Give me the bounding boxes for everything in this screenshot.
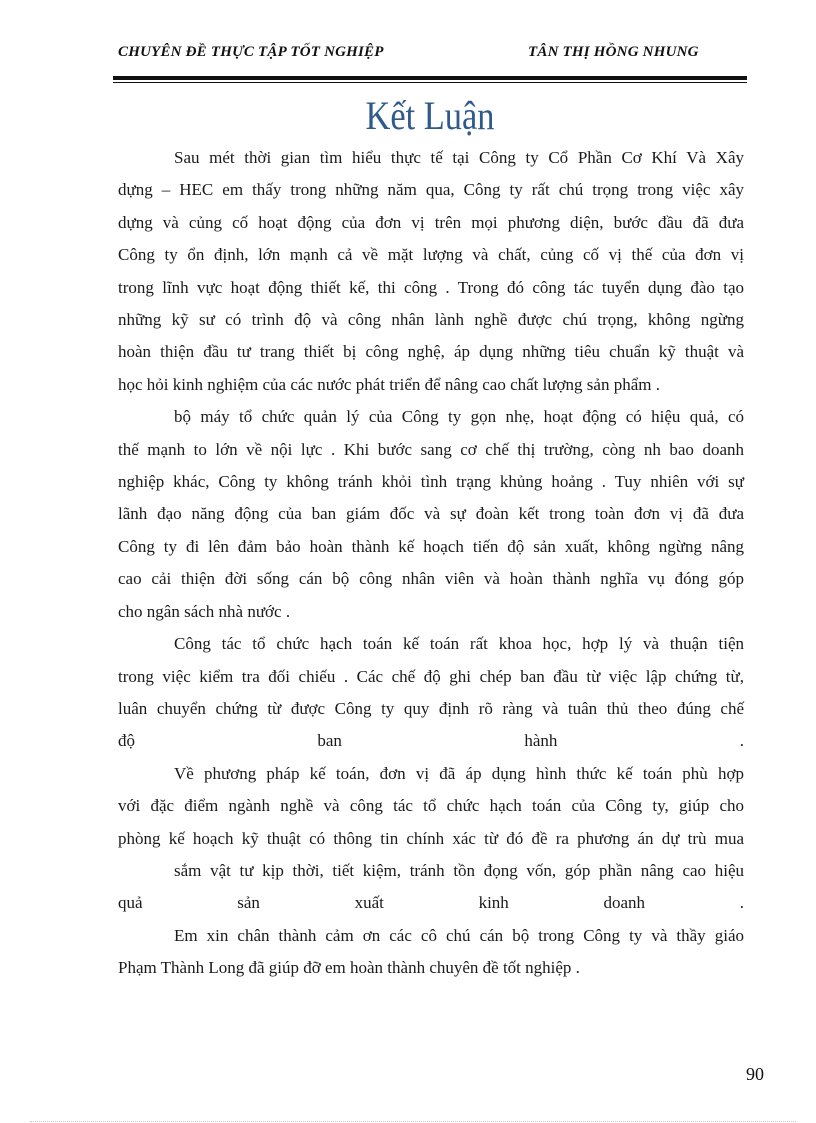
paragraph-1 — [118, 142, 744, 401]
paragraph-line: bộ máy tổ chức quản lý của Công ty gọn nhẹ, hoạt động có hiệu quả, có — [174, 407, 744, 427]
paragraph-line: Về phương pháp kế toán, đơn vị đã áp dụng hình thức kế toán phù hợp — [174, 763, 744, 783]
paragraph-line: độ ban hành . — [118, 731, 744, 751]
paragraph-line: cho ngân sách nhà nước . — [118, 601, 291, 621]
paragraph-line: với đặc điểm ngành nghề và công tác tổ chức hạch toán của Công ty, giúp cho — [118, 796, 744, 816]
paragraph-line: luân chuyển chứng từ được Công ty quy định rõ ràng và tuân thủ theo đúng chế — [118, 698, 744, 718]
paragraph-line: học hỏi kinh nghiệm của các nước phát triển để nâng cao chất lượng sản phẩm . — [118, 374, 660, 394]
paragraph-line: nghiệp khác, Công ty không tránh khỏi tình trạng khủng hoảng . Tuy nhiên với sự — [118, 472, 744, 492]
paragraph-line: Phạm Thành Long đã giúp đỡ em hoàn thành chuyên đề tốt nghiệp . — [118, 958, 580, 978]
paragraph-line: cao cải thiện đời sống cán bộ công nhân viên và hoàn thành nghĩa vụ đóng góp — [118, 569, 744, 589]
paragraph-line: lãnh đạo năng động của ban giám đốc và sự đoàn kết trong toàn đơn vị đã đưa — [118, 504, 744, 524]
paragraph-5 — [118, 920, 744, 985]
paragraph-line: sắm vật tư kịp thời, tiết kiệm, tránh tồn đọng vốn, góp phần nâng cao hiệu — [174, 860, 744, 880]
paragraph-line: quả sản xuất kinh doanh . — [118, 893, 744, 913]
page-header — [118, 44, 746, 68]
paragraph-line: những kỹ sư có trình độ và công nhân lành nghề được chú trọng, không ngừng — [118, 310, 744, 330]
paragraph-line: Công ty đi lên đảm bảo hoàn thành kế hoạch tiến độ sản xuất, không ngừng nâng — [118, 536, 744, 556]
paragraph-line: phòng kế hoạch kỹ thuật có thông tin chính xác từ đó đề ra phương án dự trù mua — [118, 828, 744, 848]
paragraph-line: dựng và củng cố hoạt động của đơn vị trên mọi phương diện, bước đầu đã đưa — [118, 212, 744, 232]
paragraph-3 — [118, 628, 744, 758]
paragraph-2 — [118, 401, 744, 628]
paragraph-line: Công ty ổn định, lớn mạnh cả về mặt lượng và chất, củng cố vị thế của đơn vị — [118, 245, 744, 265]
paragraph-line: dựng – HEC em thấy trong những năm qua, Công ty rất chú trọng trong việc xây — [118, 180, 744, 200]
header-rule-thin — [113, 82, 747, 83]
paragraph-line: thế mạnh to lớn về nội lực . Khi bước sang cơ chế thị trường, còng nh bao doanh — [118, 439, 744, 459]
paragraph-line: trong lĩnh vực hoạt động thiết kế, thi công . Trong đó công tác tuyển dụng đào tạo — [118, 277, 744, 297]
paragraph-line: Em xin chân thành cảm ơn các cô chú cán bộ trong Công ty và thầy giáo — [174, 925, 744, 945]
page-title: Kết Luận — [365, 93, 495, 138]
header-left-title: CHUYÊN ĐỀ THỰC TẬP TỐT NGHIỆP — [118, 44, 384, 60]
paragraph-line: Sau mét thời gian tìm hiểu thực tế tại Công ty Cổ Phần Cơ Khí Và Xây — [174, 148, 744, 167]
header-rule-thick — [113, 76, 747, 80]
paragraph-4 — [118, 758, 744, 920]
document-body — [118, 142, 744, 985]
footer-divider — [30, 1121, 796, 1122]
paragraph-line: Công tác tổ chức hạch toán kế toán rất khoa học, hợp lý và thuận tiện — [174, 634, 744, 654]
page-number: 90 — [746, 1064, 764, 1084]
header-author-name: TÂN THỊ HỒNG NHUNG — [528, 44, 699, 60]
paragraph-line: trong việc kiểm tra đối chiếu . Các chế độ ghi chép ban đầu từ việc lập chứng từ, — [118, 666, 744, 686]
paragraph-line: hoàn thiện đầu tư trang thiết bị công nghệ, áp dụng những tiêu chuẩn kỹ thuật và — [118, 342, 744, 362]
